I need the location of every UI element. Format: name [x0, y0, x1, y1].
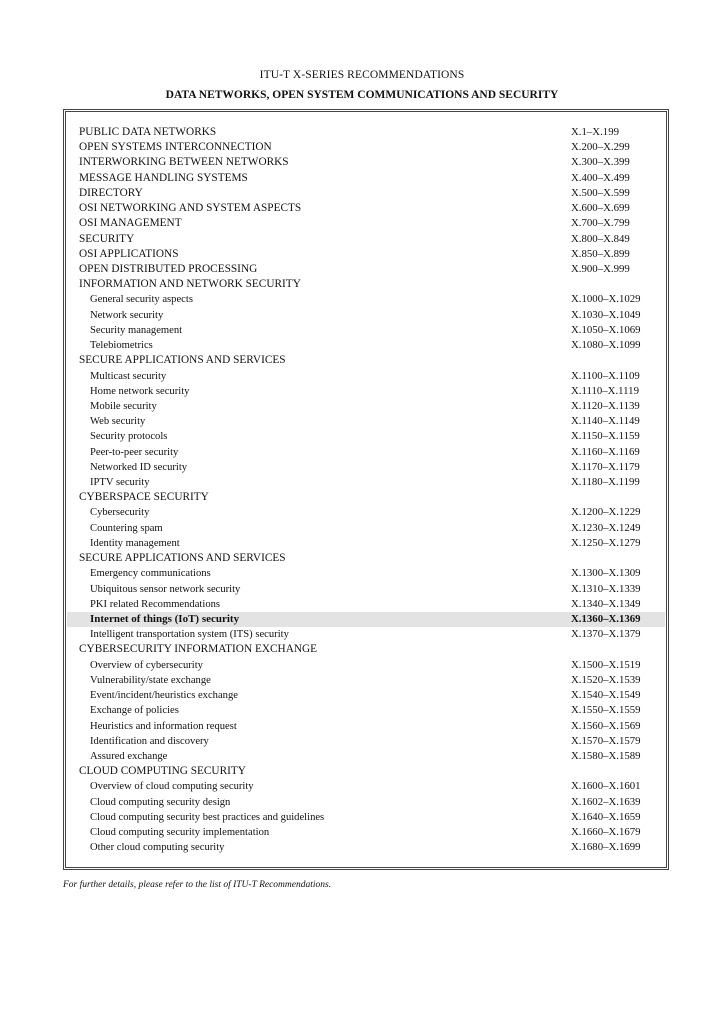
row-range: X.1560–X.1569	[571, 719, 641, 732]
row-range: X.1080–X.1099	[571, 339, 641, 352]
subcategory-row	[79, 369, 659, 384]
row-label: Multicast security	[90, 370, 167, 382]
recommendations-table	[79, 125, 659, 856]
subcategory-row	[79, 719, 659, 734]
row-range: X.1660–X.1679	[571, 826, 641, 839]
row-label: SECURE APPLICATIONS AND SERVICES	[79, 354, 286, 367]
category-row	[79, 171, 659, 186]
row-range: X.1200–X.1229	[571, 506, 641, 519]
row-range: X.1310–X.1339	[571, 582, 641, 595]
row-range: X.1520–X.1539	[571, 673, 641, 686]
subcategory-row	[79, 779, 659, 794]
row-label: Assured exchange	[90, 750, 168, 762]
row-label: Cloud computing security design	[90, 796, 231, 808]
subcategory-row	[79, 308, 659, 323]
row-range: X.1540–X.1549	[571, 689, 641, 702]
row-range: X.1250–X.1279	[571, 536, 641, 549]
subcategory-row	[79, 323, 659, 338]
row-range: X.1160–X.1169	[571, 445, 640, 458]
category-row	[79, 490, 659, 505]
subcategory-row	[79, 810, 659, 825]
row-range: X.1500–X.1519	[571, 658, 641, 671]
row-label: INTERWORKING BETWEEN NETWORKS	[79, 156, 289, 169]
subcategory-row	[79, 292, 659, 307]
row-label: OSI APPLICATIONS	[79, 247, 179, 260]
row-range: X.600–X.699	[571, 202, 630, 215]
row-label: Exchange of policies	[90, 705, 179, 717]
row-label: PUBLIC DATA NETWORKS	[79, 126, 217, 138]
subcategory-row	[79, 460, 659, 475]
subcategory-row	[79, 597, 659, 612]
row-range: X.1570–X.1579	[571, 734, 641, 747]
row-range: X.700–X.799	[571, 217, 630, 230]
row-label: Cloud computing security best practices and guidelines	[90, 811, 325, 823]
subcategory-row	[79, 673, 659, 688]
row-range: X.850–X.899	[571, 247, 630, 260]
subcategory-row	[79, 536, 659, 551]
row-label: OSI NETWORKING AND SYSTEM ASPECTS	[79, 202, 302, 215]
row-label: Web security	[90, 416, 146, 428]
row-range: X.1680–X.1699	[571, 841, 641, 854]
row-label: CLOUD COMPUTING SECURITY	[79, 765, 246, 778]
row-range: X.1340–X.1349	[571, 597, 641, 610]
row-range: X.1050–X.1069	[571, 323, 641, 336]
row-label: Heuristics and information request	[90, 720, 237, 732]
subcategory-row	[79, 566, 659, 581]
row-label: Identity management	[90, 537, 180, 549]
subcategory-row	[79, 338, 659, 353]
category-row	[79, 642, 659, 657]
subcategory-row	[79, 703, 659, 718]
row-label: INFORMATION AND NETWORK SECURITY	[79, 278, 301, 291]
row-range: X.1640–X.1659	[571, 810, 641, 823]
row-label: PKI related Recommendations	[90, 598, 221, 610]
row-label: SECURE APPLICATIONS AND SERVICES	[79, 552, 286, 565]
row-range: X.1300–X.1309	[571, 567, 641, 580]
row-range: X.1360–X.1369	[571, 613, 641, 625]
subcategory-row	[79, 627, 659, 642]
row-label: Security protocols	[90, 431, 168, 443]
row-label: MESSAGE HANDLING SYSTEMS	[79, 171, 248, 184]
row-label: Overview of cybersecurity	[90, 659, 203, 671]
row-range: X.1100–X.1109	[571, 369, 640, 382]
row-label: SECURITY	[79, 232, 135, 245]
subcategory-row	[79, 445, 659, 460]
series-subtitle: DATA NETWORKS, OPEN SYSTEM COMMUNICATIONS AND SECURITY	[165, 89, 559, 101]
row-range: X.1140–X.1149	[571, 415, 640, 428]
row-range: X.1550–X.1559	[571, 704, 641, 717]
row-label: General security aspects	[90, 294, 193, 306]
category-row	[79, 201, 659, 216]
subcategory-row	[79, 384, 659, 399]
subcategory-row	[79, 795, 659, 810]
row-label: Intelligent transportation system (ITS) security	[90, 629, 289, 641]
subcategory-row	[79, 429, 659, 444]
row-range: X.1000–X.1029	[571, 293, 641, 306]
subcategory-row	[79, 399, 659, 414]
row-label: Internet of things (IoT) security	[90, 613, 240, 625]
category-row	[79, 353, 659, 368]
subcategory-row	[79, 475, 659, 490]
row-label: OPEN SYSTEMS INTERCONNECTION	[79, 141, 272, 154]
row-label: Countering spam	[90, 522, 163, 534]
subcategory-row	[79, 734, 659, 749]
row-range: X.1110–X.1119	[571, 384, 639, 397]
subcategory-row	[79, 658, 659, 673]
row-range: X.1602–X.1639	[571, 795, 641, 808]
row-label: OSI MANAGEMENT	[79, 217, 182, 230]
row-range: X.1230–X.1249	[571, 521, 641, 534]
row-label: DIRECTORY	[79, 186, 143, 199]
subcategory-row	[79, 582, 659, 597]
subcategory-row	[79, 840, 659, 855]
row-label: Telebiometrics	[90, 340, 153, 352]
row-range: X.800–X.849	[571, 232, 630, 245]
row-range: X.200–X.299	[571, 141, 630, 154]
category-row	[79, 247, 659, 262]
row-label: Peer-to-peer security	[90, 446, 179, 458]
subcategory-row	[79, 505, 659, 520]
row-range: X.300–X.399	[571, 156, 630, 169]
row-range: X.1–X.199	[571, 126, 619, 138]
row-label: OPEN DISTRIBUTED PROCESSING	[79, 262, 258, 275]
row-label: CYBERSPACE SECURITY	[79, 491, 209, 504]
category-row	[79, 764, 659, 779]
row-label: Ubiquitous sensor network security	[90, 583, 241, 595]
row-label: Emergency communications	[90, 568, 211, 580]
subcategory-row	[79, 825, 659, 840]
row-range: X.1030–X.1049	[571, 308, 641, 321]
row-label: Home network security	[90, 385, 190, 397]
row-range: X.1120–X.1139	[571, 399, 640, 412]
subcategory-row	[79, 688, 659, 703]
category-row	[79, 140, 659, 155]
subcategory-row	[79, 521, 659, 536]
row-label: Event/incident/heuristics exchange	[90, 690, 238, 702]
row-label: Networked ID security	[90, 461, 188, 473]
row-range: X.900–X.999	[571, 262, 630, 275]
row-label: CYBERSECURITY INFORMATION EXCHANGE	[79, 643, 318, 656]
row-range: X.1370–X.1379	[571, 628, 641, 641]
row-range: X.1600–X.1601	[571, 780, 641, 793]
row-label: Mobile security	[90, 400, 157, 412]
row-label: Network security	[90, 309, 164, 321]
row-label: Other cloud computing security	[90, 842, 225, 854]
category-row	[79, 277, 659, 292]
row-label: Cloud computing security implementation	[90, 827, 270, 839]
row-range: X.400–X.499	[571, 171, 630, 184]
category-row	[79, 155, 659, 170]
row-label: IPTV security	[90, 477, 150, 489]
category-row	[79, 262, 659, 277]
category-row	[79, 551, 659, 566]
row-range: X.1580–X.1589	[571, 749, 641, 762]
row-range: X.1150–X.1159	[571, 430, 640, 443]
category-row	[79, 216, 659, 231]
row-range: X.1170–X.1179	[571, 460, 640, 473]
row-label: Cybersecurity	[90, 507, 150, 519]
series-title: ITU-T X-SERIES RECOMMENDATIONS	[259, 69, 465, 81]
category-row	[79, 232, 659, 247]
category-row	[79, 125, 659, 140]
row-range: X.500–X.599	[571, 186, 630, 199]
subcategory-row	[79, 749, 659, 764]
category-row	[79, 186, 659, 201]
subcategory-row	[79, 414, 659, 429]
row-label: Overview of cloud computing security	[90, 781, 254, 793]
row-range: X.1180–X.1199	[571, 476, 640, 489]
row-label: Identification and discovery	[90, 735, 209, 747]
subcategory-row	[67, 612, 665, 627]
row-label: Vulnerability/state exchange	[90, 674, 211, 686]
row-label: Security management	[90, 324, 183, 336]
footnote: For further details, please refer to the list of ITU-T Recommendations.	[63, 880, 332, 890]
